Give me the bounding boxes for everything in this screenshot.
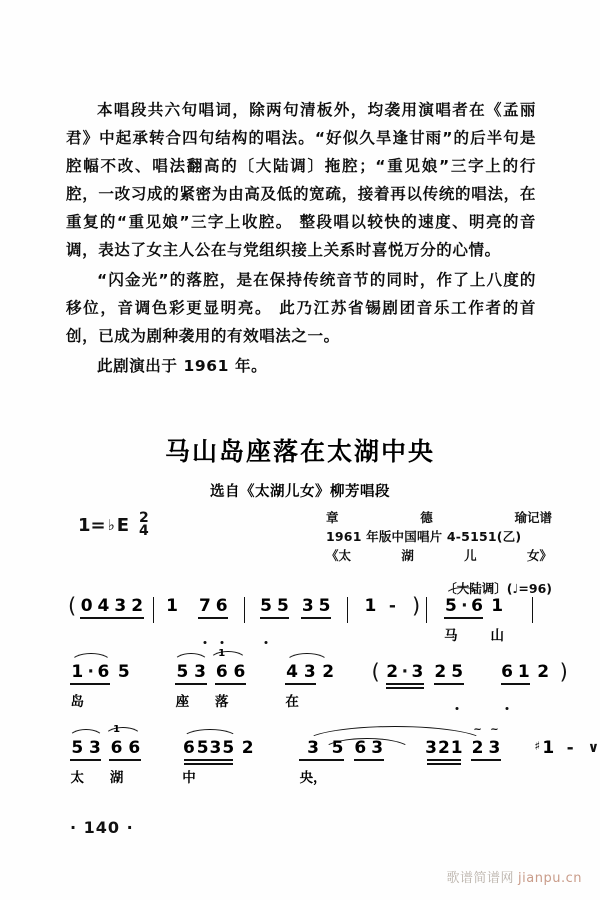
music-system-3: [66, 724, 600, 804]
note-extension-dash: -: [388, 596, 396, 616]
credit-composer-row: [326, 508, 552, 527]
note-number: 1: [364, 596, 377, 616]
measure-2-group: [196, 596, 230, 646]
credit-name-part-1: 章: [326, 510, 339, 525]
measure-14-group-b: [469, 724, 503, 788]
note: [242, 738, 254, 788]
note-number: 3: [301, 596, 314, 616]
watermark-site: jianpu.cn: [518, 871, 582, 886]
note: [304, 662, 316, 712]
open-paren: (: [371, 660, 380, 684]
lyric: 座: [175, 694, 190, 710]
measure-14: [425, 724, 503, 788]
note-number: 5: [444, 596, 457, 616]
note: [166, 596, 178, 646]
note-number: 3: [114, 596, 127, 616]
note-number: 6: [471, 596, 483, 616]
note-number: 6: [215, 596, 228, 616]
measure-13-group-b: [352, 738, 386, 788]
note: [451, 738, 463, 788]
staffline-2: [66, 648, 568, 710]
lyric: 岛: [70, 694, 84, 710]
note: [71, 738, 85, 788]
note-number: 6: [128, 738, 141, 758]
note: [488, 724, 501, 788]
note: [534, 738, 555, 788]
note-number: 5: [71, 738, 84, 758]
augmentation-dot: ·: [401, 662, 409, 682]
note-number: 2: [322, 662, 335, 682]
staffline-3: [66, 724, 600, 786]
credit-work-part-3: 儿: [464, 548, 477, 563]
note: [285, 662, 299, 712]
note: [215, 648, 229, 712]
note: [98, 596, 110, 646]
note: [490, 596, 504, 646]
song-title: 马山岛座落在太湖中央: [164, 437, 435, 466]
note: [365, 596, 377, 646]
time-denominator: 4: [138, 523, 149, 540]
note: [354, 738, 366, 788]
time-signature: [139, 512, 149, 539]
note-number: 2: [386, 662, 399, 682]
note: [194, 662, 206, 712]
measure-9-group-b: [432, 662, 466, 712]
credit-work-part-4: 女》: [526, 548, 552, 563]
note-number: 2: [471, 738, 484, 758]
measure-3-group-b: [299, 596, 333, 646]
credit-record-line: 1961 年版中国唱片 4-5151(乙): [326, 529, 522, 544]
lyric: 央，: [299, 770, 327, 786]
note-number: 1: [71, 662, 84, 682]
commentary-block: [66, 96, 536, 382]
note-number: 6: [183, 738, 195, 758]
key-letter: E: [116, 514, 129, 536]
note: [471, 596, 483, 626]
grace-note: 1: [113, 724, 121, 735]
barline: [244, 597, 245, 623]
octave-down-dot: [456, 707, 459, 710]
note: [322, 662, 334, 712]
credits-block: [326, 508, 552, 598]
note: [277, 596, 289, 646]
key-signature: [78, 512, 149, 539]
note: [81, 596, 93, 646]
note-number: 3: [209, 738, 222, 758]
note: [114, 596, 126, 646]
mordent-icon: ~: [490, 724, 499, 735]
note-number: 7: [198, 596, 211, 616]
measure-11-group-b: [107, 724, 142, 788]
octave-down-dot: [265, 641, 268, 644]
note-number: 6: [110, 738, 123, 758]
song-subtitle: 选自《太湖儿女》柳芳唱段: [210, 484, 390, 500]
credit-work-part-2: 湖: [401, 548, 414, 563]
note: [371, 738, 383, 788]
note-number: 6: [233, 662, 246, 682]
note: [438, 738, 450, 788]
measure-5: [442, 596, 507, 646]
note: [216, 596, 228, 646]
measure-3-group-a: [258, 596, 292, 646]
note: [444, 596, 458, 646]
flat-icon: ♭: [107, 516, 115, 535]
note: [537, 662, 549, 712]
music-system-1: [66, 596, 540, 662]
note-number: 2: [131, 596, 144, 616]
grace-note: 1: [218, 648, 226, 659]
lyric: 太: [70, 770, 84, 786]
credit-name-part-3: 瑜记谱: [514, 510, 552, 525]
note-number: 4: [286, 662, 299, 682]
note: [425, 738, 437, 788]
note-number: 3: [303, 662, 316, 682]
note: [319, 596, 331, 646]
note-number: 3: [425, 738, 437, 758]
note: [89, 738, 101, 788]
lyric: 中: [182, 770, 196, 786]
commentary-paragraph-2: “闪金光”的落腔，是在保持传统音节的同时，作了上八度的移位，音调色彩更显明亮。 此乃江苏省锡剧团音乐工作者的首创，已成为剧种袭用的有效唱法之一。: [66, 271, 536, 345]
note: [131, 596, 143, 646]
lyric: 湖: [109, 770, 124, 786]
note-number: 3: [307, 738, 319, 758]
note: [210, 738, 222, 788]
note: [260, 596, 272, 646]
note-number: 5: [117, 662, 130, 682]
credit-work-row: [326, 546, 552, 565]
note: [501, 662, 513, 712]
page-number: · 140 ·: [70, 818, 134, 837]
note: [176, 662, 190, 712]
measure-7-group-b: [213, 648, 248, 712]
close-paren: ): [411, 594, 421, 618]
note: [386, 662, 398, 712]
note-number: 3: [488, 738, 501, 758]
tempo-marking: 〔大陆调〕(♩=96): [444, 581, 552, 596]
note-number: 2: [434, 662, 447, 682]
octave-down-dot: [220, 641, 223, 644]
slur-arc: [104, 724, 142, 737]
note-number: 6: [354, 738, 367, 758]
measure-8-group: [283, 662, 318, 712]
measure-12: [182, 738, 256, 788]
measure-6: [68, 662, 132, 712]
note-number: 6: [501, 662, 513, 682]
measure-14-group-a: [425, 738, 464, 788]
time-numerator: 2: [138, 510, 149, 526]
note: [300, 738, 327, 788]
note: [197, 738, 209, 788]
watermark-label: 歌谱简谱网: [446, 871, 515, 886]
note-number: 3: [89, 738, 101, 758]
note-number: 3: [411, 662, 424, 682]
measure-9-group-a: [384, 662, 426, 712]
note: [182, 738, 196, 788]
note: [332, 738, 344, 788]
note-number: 1: [491, 596, 504, 616]
octave-down-dot: [506, 707, 509, 710]
measure-7-group-a: [173, 662, 208, 712]
barline: [347, 597, 348, 623]
note-number: 4: [97, 596, 110, 616]
measure-1-group: [78, 596, 145, 646]
note: [128, 738, 140, 788]
note-number: 5: [196, 738, 209, 758]
title-block: [0, 432, 600, 501]
measure-11: [68, 724, 143, 788]
note: [222, 738, 234, 788]
credit-name-part-2: 德: [420, 510, 433, 525]
note: [71, 662, 85, 712]
key-label: 1=: [78, 514, 106, 536]
measure-10-group: [499, 662, 533, 712]
measure-5-group: [442, 596, 486, 646]
commentary-paragraph-1: 本唱段共六句唱词，除两句清板外，均袭用演唱者在《孟丽君》中起承转合四句结构的唱法。“好似久旱逢甘雨”的后半句是腔幅不改、唱法翻高的〔大陆调〕拖腔；“重见娘”三字上的行腔，一改习成的紧密为由高及低的宽疏，接着再以传统的唱法，在重复的“重见娘”三字上收腔。 整段唱以较快的速度、明亮的音调，表达了女主人公在与党组织接上关系时喜悦万分的心情。: [66, 101, 536, 259]
note-number: 5: [276, 596, 289, 616]
note-number: 0: [80, 596, 93, 616]
note-number: 2: [537, 662, 550, 682]
note-number: 5: [451, 662, 464, 682]
note: [199, 596, 211, 646]
barline: [426, 597, 427, 623]
barline: [532, 597, 533, 623]
lyric: 落: [215, 694, 229, 710]
note: [118, 662, 130, 712]
sharp-icon: ♯: [534, 739, 541, 753]
note: [302, 596, 314, 646]
measure-15: [534, 738, 600, 788]
measure-12-group: [182, 738, 235, 788]
open-paren: (: [68, 594, 77, 618]
mordent-icon: ~: [473, 724, 482, 735]
note-number: 6: [97, 662, 110, 682]
note-number: 5: [176, 662, 189, 682]
measure-6-group: [68, 662, 112, 712]
note: [451, 662, 463, 712]
note-number: 3: [371, 738, 384, 758]
lyric: 在: [285, 694, 299, 710]
note: [412, 662, 424, 712]
note: [471, 724, 484, 788]
measure-11-group-a: [68, 738, 103, 788]
watermark: [447, 867, 582, 886]
note: [109, 724, 124, 788]
note-number: 3: [194, 662, 206, 682]
measure-13-group-a: [297, 738, 346, 788]
note-number: 2: [437, 738, 450, 758]
note-number: 1: [450, 738, 463, 758]
augmentation-dot: ·: [461, 596, 468, 616]
breath-mark-icon: ∨: [587, 740, 600, 756]
note-number: 1: [166, 596, 178, 616]
note: [518, 662, 530, 712]
note: [234, 662, 246, 712]
note-number: 5: [222, 738, 235, 758]
note: [97, 662, 109, 712]
measure-8: [283, 662, 337, 712]
note-number: 5: [331, 738, 344, 758]
note-number: 1: [517, 662, 530, 682]
credit-work-part-1: 《太: [326, 548, 352, 563]
note-number: 1: [542, 738, 555, 758]
note: [434, 662, 446, 712]
lyric: 山: [490, 628, 504, 644]
note-number: 6: [215, 662, 228, 682]
staffline-1: [66, 594, 540, 644]
note-number: 5: [260, 596, 272, 616]
note-number: 5: [318, 596, 331, 616]
note-extension-dash: -: [566, 738, 574, 758]
augmentation-dot: ·: [87, 662, 94, 682]
note-number: 2: [241, 738, 254, 758]
music-system-2: [66, 648, 568, 728]
commentary-paragraph-3: 此剧演出于 1961 年。: [97, 357, 268, 375]
measure-7: [173, 648, 248, 712]
lyric: 马: [444, 628, 458, 644]
measure-13: [297, 738, 386, 788]
barline: [153, 597, 154, 623]
octave-down-dot: [203, 641, 206, 644]
close-paren: ): [559, 660, 568, 684]
